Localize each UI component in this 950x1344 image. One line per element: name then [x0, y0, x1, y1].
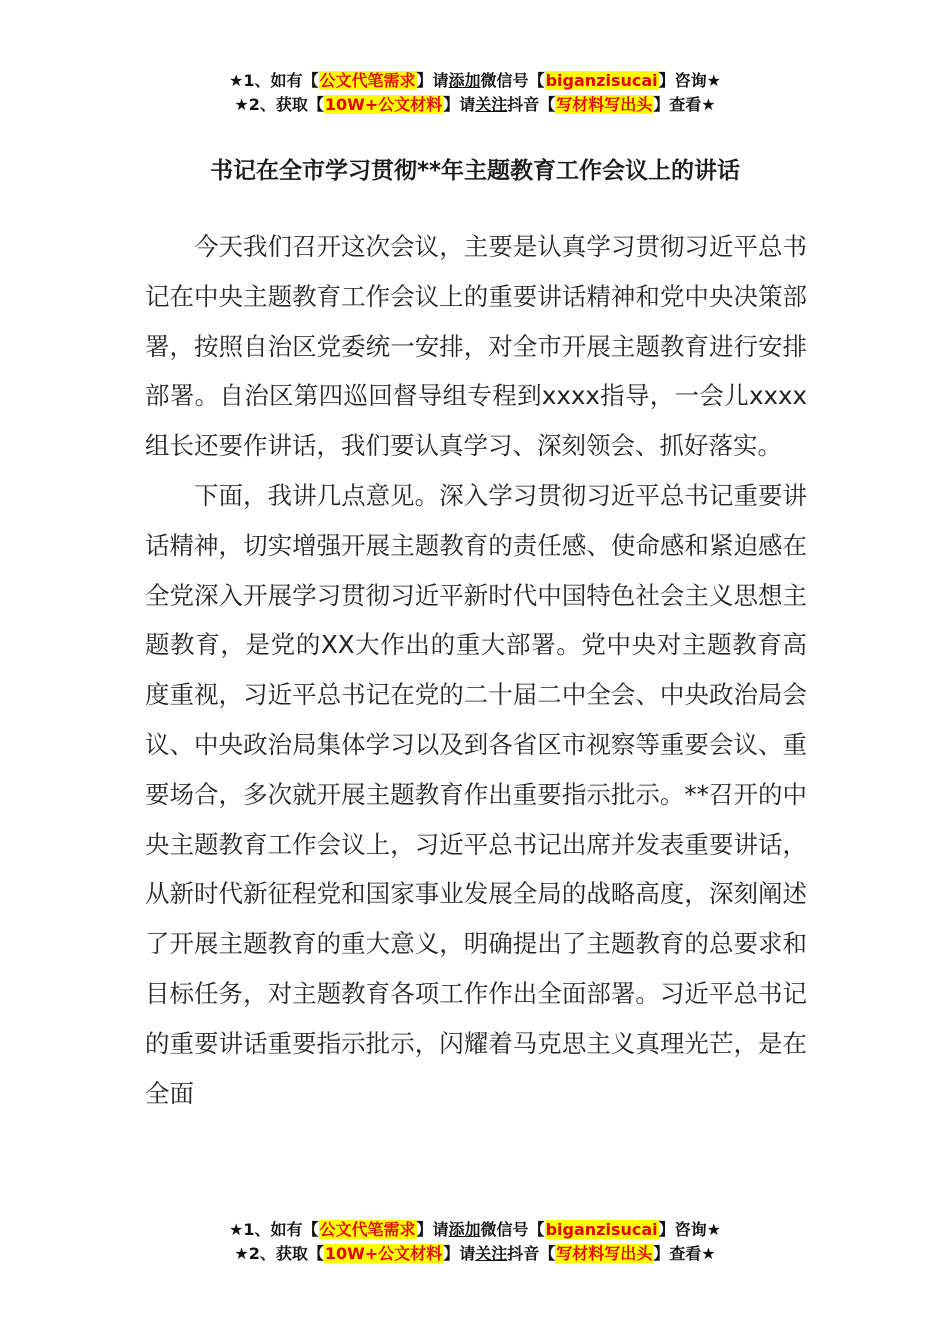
banner-text: 】咨询★	[658, 71, 721, 90]
banner-line-2	[0, 93, 950, 117]
underlined-text: 添加	[448, 71, 481, 90]
banner-text: 抖音【	[507, 1244, 556, 1263]
banner-text: ★1、如有【	[229, 1220, 319, 1239]
highlight-materials: 10W+公文材料	[324, 95, 443, 114]
header-banner	[0, 69, 950, 117]
underlined-text: 关注	[475, 95, 508, 114]
banner-line-1	[0, 1218, 950, 1242]
document-title: 书记在全市学习贯彻**年主题教育工作会议上的讲话	[209, 158, 741, 184]
paragraph-1: 今天我们召开这次会议，主要是认真学习贯彻习近平总书记在中央主题教育工作会议上的重要讲话精神和党中央决策部署，按照自治区党委统一安排，对全市开展主题教育进行安排部署。自治区第四巡回督导组专程到xxxx指导，一会儿xxxx组长还要作讲话，我们要认真学习、深刻领会、抓好落实。	[145, 232, 807, 461]
footer-banner	[0, 1218, 950, 1266]
banner-line-2	[0, 1242, 950, 1266]
banner-text: 微信号【	[480, 71, 545, 90]
banner-text: 】请	[416, 71, 449, 90]
highlight-materials: 10W+公文材料	[324, 1244, 443, 1263]
document-body	[145, 222, 807, 1118]
banner-text: ★2、获取【	[234, 95, 324, 114]
banner-text: 】请	[416, 1220, 449, 1239]
underlined-text: 添加	[448, 1220, 481, 1239]
highlight-service: 公文代笔需求	[319, 1220, 416, 1239]
banner-text: 】请	[443, 1244, 476, 1263]
banner-text: 微信号【	[480, 1220, 545, 1239]
banner-text: 】查看★	[653, 95, 716, 114]
highlight-douyin-account: 写材料写出头	[556, 95, 653, 114]
banner-text: ★1、如有【	[229, 71, 319, 90]
banner-text: 抖音【	[507, 95, 556, 114]
banner-text: 】请	[443, 95, 476, 114]
highlight-wechat-id: biganzisucai	[545, 71, 658, 90]
highlight-service: 公文代笔需求	[319, 71, 416, 90]
banner-line-1	[0, 69, 950, 93]
banner-text: 】咨询★	[658, 1220, 721, 1239]
banner-text: ★2、获取【	[234, 1244, 324, 1263]
paragraph-2: 下面，我讲几点意见。深入学习贯彻习近平总书记重要讲话精神，切实增强开展主题教育的责任感、使命感和紧迫感在全党深入开展学习贯彻习近平新时代中国特色社会主义思想主题教育，是党的XX大作出的重大部署。党中央对主题教育高度重视，习近平总书记在党的二十届二中全会、中央政治局会议、中央政治局集体学习以及到各省区市视察等重要会议、重要场合，多次就开展主题教育作出重要指示批示。**召开的中央主题教育工作会议上，习近平总书记出席并发表重要讲话，从新时代新征程党和国家事业发展全局的战略高度，深刻阐述了开展主题教育的重大意义，明确提出了主题教育的总要求和目标任务，对主题教育各项工作作出全面部署。习近平总书记的重要讲话重要指示批示，闪耀着马克思主义真理光芒，是在全面	[145, 480, 807, 1108]
highlight-wechat-id: biganzisucai	[545, 1220, 658, 1239]
underlined-text: 关注	[475, 1244, 508, 1263]
highlight-douyin-account: 写材料写出头	[556, 1244, 653, 1263]
banner-text: 】查看★	[653, 1244, 716, 1263]
